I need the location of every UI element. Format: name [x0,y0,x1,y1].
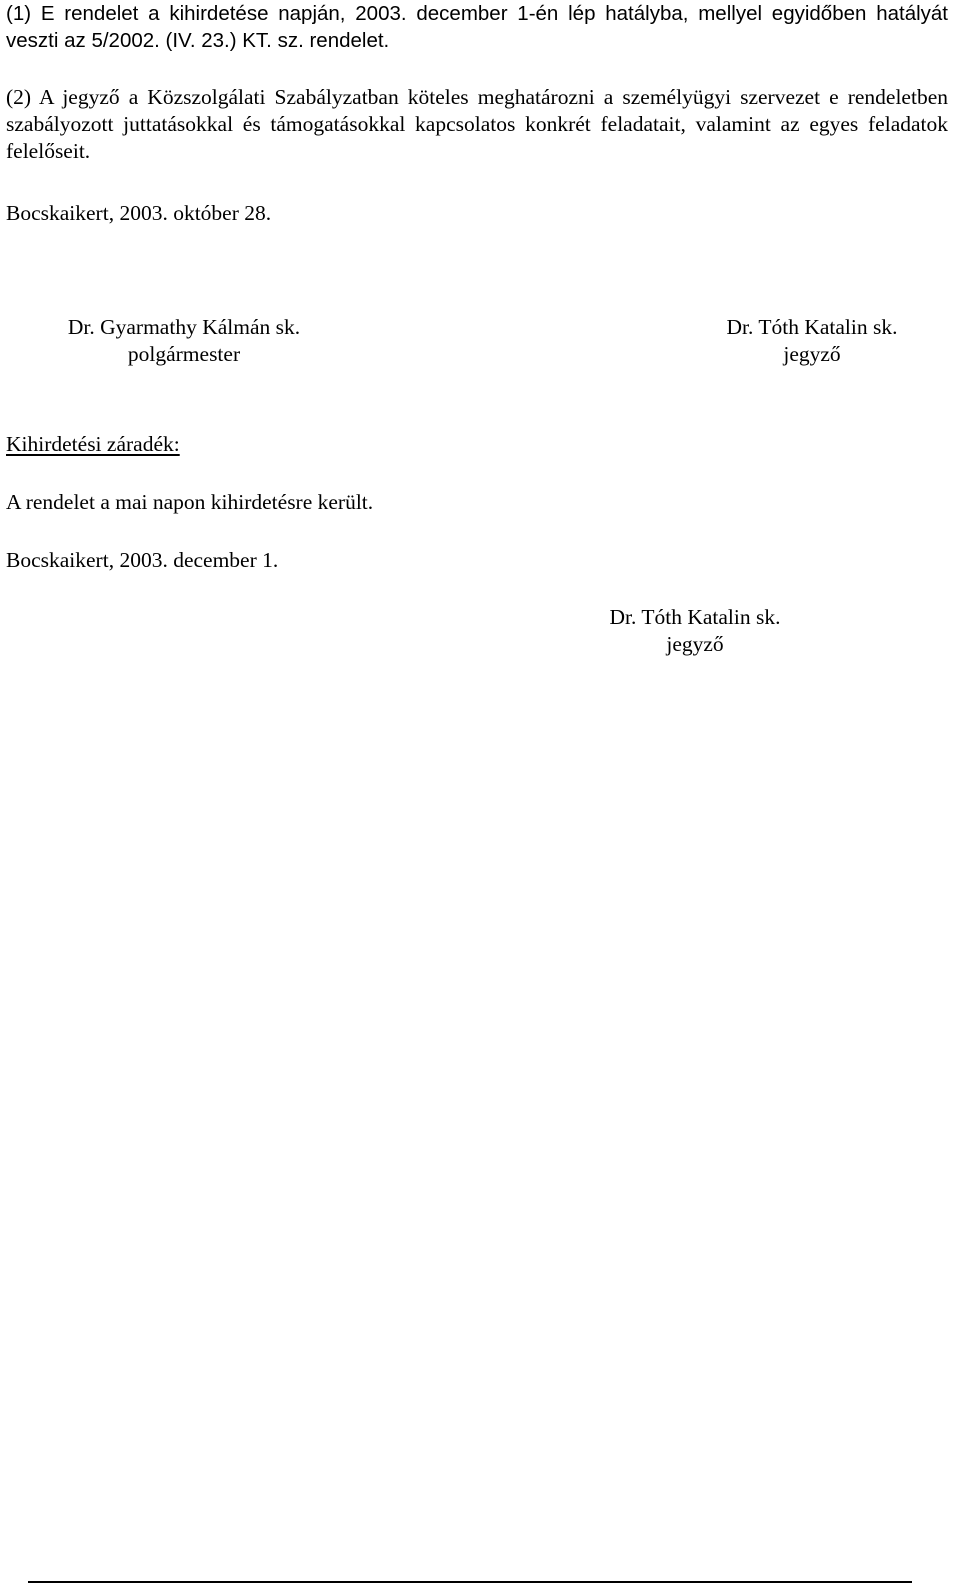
paragraph-1: (1) E rendelet a kihirdetése napján, 2003. december 1-én lép hatályba, mellyel egyidőben hatályát veszti az 5/2002. (IV. 23.) KT. sz. rendelet. [6,2,948,52]
place-date-1: Bocskaikert, 2003. október 28. [6,201,272,225]
signature-name: Dr. Tóth Katalin sk. [609,605,781,629]
place-date-2: Bocskaikert, 2003. december 1. [6,548,279,572]
clause-title: Kihirdetési záradék: [6,432,180,456]
signature-name: Dr. Gyarmathy Kálmán sk. [67,315,301,339]
footer-rule [28,1581,912,1583]
signature-title: polgármester [127,342,241,366]
signature-title: jegyző [666,632,724,656]
clause-text: A rendelet a mai napon kihirdetésre került. [6,490,374,514]
signature-name: Dr. Tóth Katalin sk. [726,315,898,339]
signature-notary [672,314,952,368]
signature-title: jegyző [783,342,841,366]
signature-notary-clause [564,604,826,658]
paragraph-2: (2) A jegyző a Közszolgálati Szabályzatban köteles meghatározni a személyügyi szervezet e rendeletben szabályozott juttatásokkal és támogatásokkal kapcsolatos konkrét feladatait, valamint az egyes feladatok felelőseit. [6,85,948,163]
signature-mayor [24,314,344,368]
